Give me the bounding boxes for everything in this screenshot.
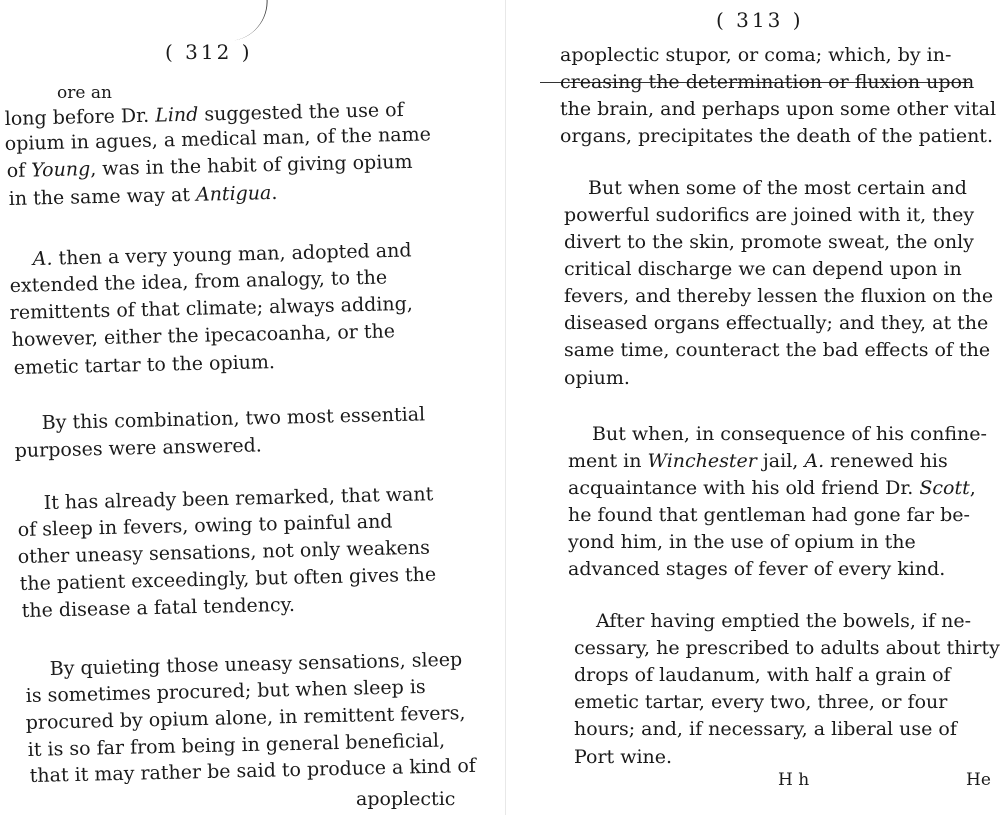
page-number: ( 312 ) (165, 40, 253, 64)
text-line: in the same way at Antigua. (8, 181, 278, 210)
page-number: ( 313 ) (716, 8, 804, 32)
text-line: cessary, he prescribed to adults about thirty (574, 637, 1000, 659)
text-line: that it may rather be said to produce a kind of (29, 754, 477, 787)
torn-fragment: ore an (57, 83, 112, 103)
text-line: organs, precipitates the death of the patient. (560, 125, 993, 147)
catchword: He (966, 770, 991, 790)
text-line: divert to the skin, promote sweat, the only (564, 231, 974, 253)
text-line: remittents of that climate; always adding, (9, 292, 414, 324)
text-line: the patient exceedingly, but often gives the (19, 563, 437, 595)
text-line: critical discharge we can depend upon in (564, 258, 962, 280)
text-line: other uneasy sensations, not only weakens (17, 536, 431, 568)
text-line: Port wine. (574, 746, 673, 768)
text-line: advanced stages of fever of every kind. (568, 558, 946, 580)
text-line: A. then a very young man, adopted and (32, 239, 412, 270)
text-line: drops of laudanum, with half a grain of (574, 664, 951, 686)
text-line: same time, counteract the bad effects of the (564, 339, 991, 361)
text-line: After having emptied the bowels, if ne- (596, 610, 972, 632)
text-line: long before Dr. Lind suggested the use of (4, 98, 404, 130)
text-line: yond him, in the use of opium in the (568, 531, 916, 553)
text-line: creasing the determination or fluxion upon (560, 71, 975, 93)
text-line: It has already been remarked, that want (43, 483, 434, 514)
text-line: But when, in consequence of his confine- (592, 423, 987, 445)
text-line: emetic tartar, every two, three, or four (574, 691, 948, 713)
text-line: the disease a fatal tendency. (21, 593, 296, 622)
text-line: diseased organs effectually; and they, at the (564, 312, 989, 334)
text-line: acquaintance with his old friend Dr. Scott, (568, 477, 976, 499)
catchword: apoplectic (356, 788, 456, 810)
page-gutter (505, 0, 506, 815)
signature-mark: H h (778, 770, 810, 790)
text-line: extended the idea, from analogy, to the (9, 266, 388, 297)
text-line: the brain, and perhaps upon some other vital (560, 98, 997, 120)
text-line: however, either the ipecacoanha, or the (11, 320, 396, 351)
text-line: fevers, and thereby lessen the fluxion on the (564, 285, 994, 307)
text-line: ment in Winchester jail, A. renewed his (568, 450, 948, 472)
text-line: is sometimes procured; but when sleep is (25, 675, 426, 707)
text-line: By this combination, two most essential (41, 403, 426, 434)
text-line: of Young, was in the habit of giving opium (6, 150, 413, 182)
text-line: it is so far from being in general beneficial, (27, 729, 446, 761)
text-line: emetic tartar to the opium. (13, 351, 276, 379)
text-line: hours; and, if necessary, a liberal use of (574, 718, 957, 740)
text-line: opium. (564, 367, 630, 389)
text-line: procured by opium alone, in remittent fevers, (25, 702, 466, 734)
right-page (520, 0, 1000, 815)
text-line: opium in agues, a medical man, of the name (4, 123, 432, 155)
text-line: powerful sudorifics are joined with it, they (564, 204, 975, 226)
text-line: he found that gentleman had gone far be- (568, 504, 970, 526)
text-line: By quieting those uneasy sensations, sleep (49, 648, 463, 680)
text-line: apoplectic stupor, or coma; which, by in- (560, 44, 952, 66)
text-line: purposes were answered. (14, 434, 263, 462)
text-line: But when some of the most certain and (588, 177, 967, 199)
text-line: of sleep in fevers, owing to painful and (17, 510, 393, 541)
